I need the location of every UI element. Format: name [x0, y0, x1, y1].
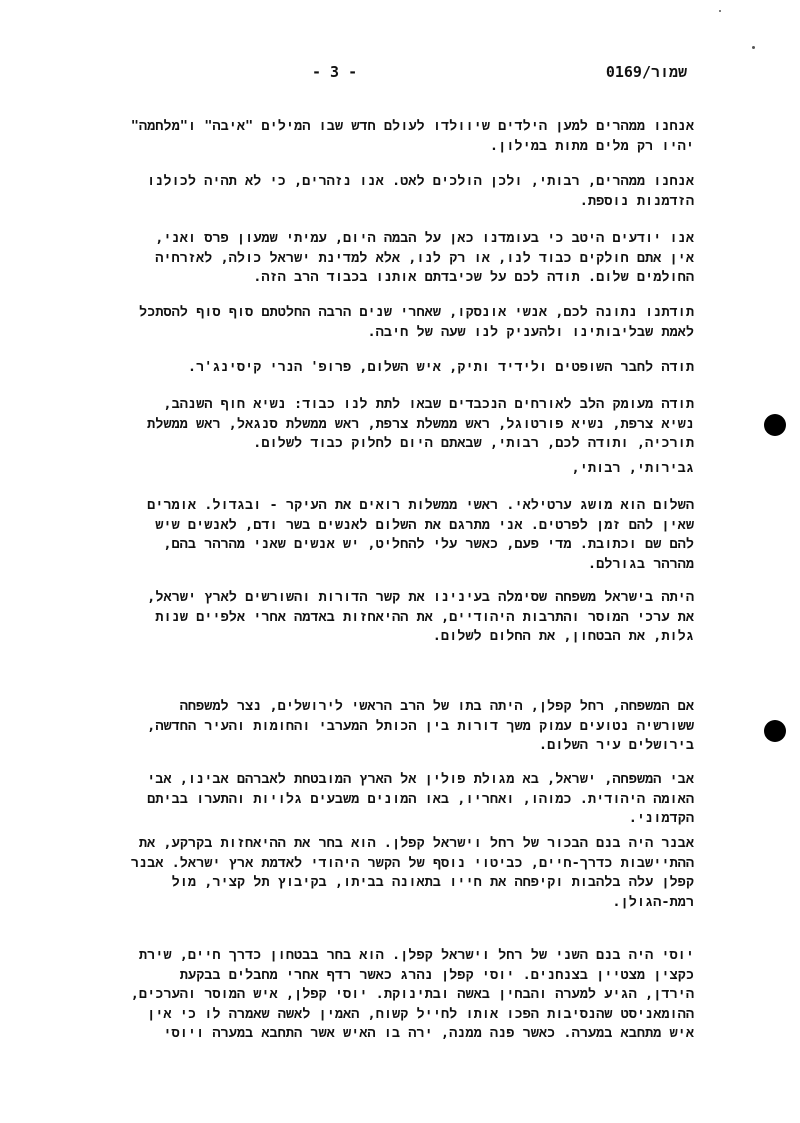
text-line: בירושלים עיר השלום. — [538, 737, 694, 753]
scan-speck — [752, 46, 755, 49]
text-line: שאין להם זמן לפרטים. אני מתרגם את השלום לאנשים בשר ודם, לאנשים שיש — [155, 516, 694, 533]
paragraph — [74, 496, 694, 574]
text-line: להם שם וכתובת. מדי פעם, כאשר עלי להחליט, יש אנשים שאני מהרהר בהם, — [163, 536, 694, 552]
text-line: אין אתם חולקים כבוד לנו, או רק לנו, אלא למדינת ישראל כולה, לאזרחיה — [155, 249, 694, 266]
text-line: יוסי היה בנם השני של רחל וישראל קפלן. הוא בחר בבטחון כדרך חיים, שירת — [138, 947, 694, 963]
text-line: אבנר היה בנם הבכור של רחל וישראל קפלן. הוא בחר את ההיאחזות בקרקע, את — [138, 835, 694, 851]
document-reference: שמור/0169 — [605, 63, 687, 81]
paragraph — [74, 770, 694, 829]
text-line: ההתיישבות כדרך-חיים, כביטוי נוסף של הקשר היהודי לאדמת ארץ ישראל. אבנר — [130, 854, 694, 871]
text-line: תורכיה, ותודה לכם, רבותי, שבאתם היום לחלוק כבוד לשלום. — [253, 435, 694, 451]
text-line: את ערכי המוסר והתרבות היהודיים, את ההיאחזות באדמה אחרי אלפיים שנות — [155, 608, 694, 625]
text-line: הירדן, הגיע למערה והבחין באשה ובתינוקת. יוסי קפלן, איש המוסר והערכים, — [130, 986, 694, 1002]
text-line: מהרהר בגורלם. — [587, 555, 694, 572]
text-line: החולמים שלום. תודה לכם על שכיבדתם אותנו בכבוד הרב הזה. — [253, 269, 694, 285]
paragraph — [74, 229, 694, 288]
text-line: תודה לחבר השופטים ולידיד ותיק, איש השלום, פרופ' הנרי קיסינג'ר. — [187, 359, 694, 375]
text-line: השלום הוא מושג ערטילאי. ראשי ממשלות רואים את העיקר - ובגדול. אומרים — [147, 497, 694, 513]
text-line: רמת-הגולן. — [612, 893, 694, 910]
text-line: גלות, את הבטחון, את החלום לשלום. — [432, 628, 694, 644]
text-line: אנחנו ממהרים, רבותי, ולכן הולכים לאט. אנו נזהרים, כי לא תהיה לכולנו — [147, 173, 694, 189]
text-line: אנו יודעים היטב כי בעומדנו כאן על הבמה היום, עמיתי שמעון פרס ואני, — [155, 230, 694, 246]
text-line: גבירותי, רבותי, — [571, 460, 694, 476]
text-line: ההומאניסט שהנסיבות הפכו אותו לחייל קשוח, האמין לאשה שאמרה לו כי אין — [147, 1005, 694, 1022]
paragraph — [74, 303, 694, 342]
text-line: תודתנו נתונה לכם, אנשי אונסקו, שאחרי שנים הרבה החלטתם סוף סוף להסתכל — [138, 304, 694, 320]
paragraph — [74, 459, 694, 479]
text-line: קפלן עלה בלהבות וקיפחה את חייו בתאונה בביתו, בקיבוץ תל קציר, מול — [171, 874, 694, 890]
text-line: ששורשיה נטועים עמוק משך דורות בין הכותל המערבי והחומות והעיר החדשה, — [147, 717, 694, 734]
paragraph — [74, 395, 694, 454]
text-line: יהיו רק מלים מתות במילון. — [489, 137, 694, 154]
text-line: לאמת שבליבותינו ולהעניק לנו שעה של חיבה. — [367, 323, 694, 340]
text-line: הזדמנות נוספת. — [579, 192, 694, 209]
paragraph — [74, 117, 694, 156]
punch-hole-mark — [764, 414, 786, 436]
text-line: אם המשפחה, רחל קפלן, היתה בתו של הרב הראשי לירושלים, נצר למשפחה — [179, 698, 694, 714]
text-line: היתה בישראל משפחה שסימלה בעינינו את קשר הדורות והשורשים לארץ ישראל, — [147, 589, 694, 605]
paragraph — [74, 946, 694, 1044]
text-line: תודה מעומק הלב לאורחים הנכבדים שבאו לתת לנו כבוד: נשיא חוף השנהב, — [163, 396, 694, 412]
text-line: איש מתחבא במערה. כאשר פנה ממנה, ירה בו האיש אשר התחבא במערה ויוסי — [163, 1025, 694, 1041]
page-number: - 3 - — [312, 63, 358, 81]
paragraph — [74, 697, 694, 756]
paragraph — [74, 588, 694, 647]
paragraph — [74, 358, 694, 378]
text-line: נשיא צרפת, נשיא פורטוגל, ראש ממשלת צרפת, ראש ממשלת סנגאל, ראש ממשלת — [147, 415, 694, 432]
text-line: אנחנו ממהרים למען הילדים שיוולדו לעולם חדש שבו המילים "איבה" ו"מלחמה" — [130, 118, 694, 134]
paragraph — [74, 834, 694, 912]
text-line: הקדמוני. — [628, 810, 694, 826]
text-line: כקצין מצטיין בצנחנים. יוסי קפלן נהרג כאשר רדף אחרי מחבלים בבקעת — [179, 966, 694, 983]
text-line: האומה היהודית. כמוהו, ואחריו, באו המונים משבעים גלויות והתערו בביתם — [147, 790, 694, 807]
paragraph — [74, 172, 694, 211]
text-line: אבי המשפחה, ישראל, בא מגולת פולין אל הארץ המובטחת לאברהם אבינו, אבי — [147, 771, 694, 787]
scan-speck — [719, 10, 721, 12]
punch-hole-mark — [764, 720, 786, 742]
